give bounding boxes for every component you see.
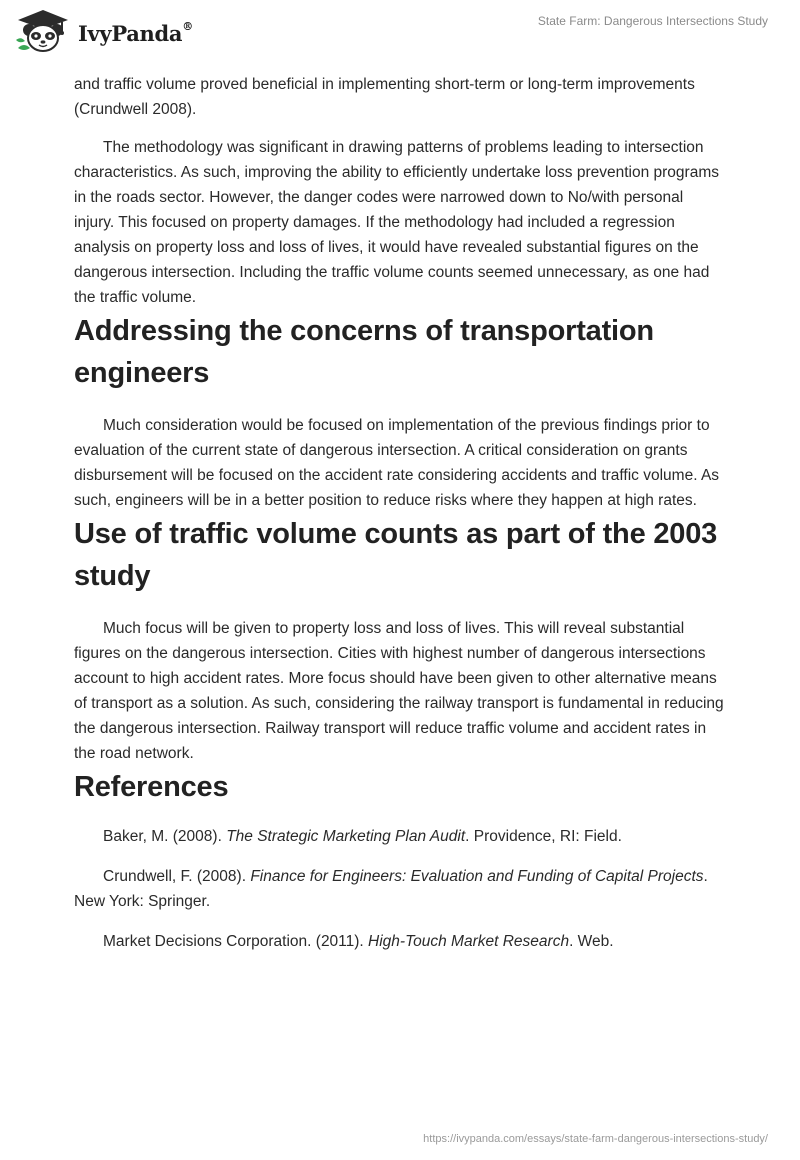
panda-graduate-icon [14, 8, 72, 54]
reference-item: Crundwell, F. (2008). Finance for Engineers: Evaluation and Funding of Capital Projects. New York: Springer. [74, 868, 708, 910]
essay-content [74, 72, 724, 969]
paragraph-focus: Much focus will be given to property loss and loss of lives. This will reveal substantial figures on the dangerous intersection. Cities with highest number of dangerous intersections account to high accident rates. More focus should have been given to other alternative means of transport as a solution. As such, considering the railway transport is fundamental in reducing the dangerous intersection. Railway transport will reduce traffic volume and accident rates in the road network. [74, 620, 724, 762]
heading-addressing-concerns: Addressing the concerns of transportation engineers [74, 315, 654, 389]
reference-item: Baker, M. (2008). The Strategic Marketing Plan Audit. Providence, RI: Field. [103, 828, 622, 845]
logo-text: IvyPanda® [78, 19, 193, 46]
reference-item: Market Decisions Corporation. (2011). High-Touch Market Research. Web. [103, 933, 614, 950]
heading-references: References [74, 771, 229, 803]
source-url-link[interactable]: https://ivypanda.com/essays/state-farm-dangerous-intersections-study/ [423, 1133, 768, 1145]
heading-traffic-volume-counts: Use of traffic volume counts as part of the 2003 study [74, 518, 718, 592]
paragraph-continuation: and traffic volume proved beneficial in implementing short-term or long-term improvements (Crundwell 2008). [74, 76, 695, 118]
paragraph-consideration: Much consideration would be focused on implementation of the previous findings prior to evaluation of the current state of dangerous intersection. A critical consideration on grants disbursement will be focused on the accident rate considering accidents and traffic volume. As such, engineers will be in a better position to reduce risks where they happen at high rates. [74, 417, 720, 509]
page-header [0, 0, 800, 70]
reference-list [74, 824, 724, 954]
document-title: State Farm: Dangerous Intersections Study [537, 14, 768, 28]
paragraph-methodology: The methodology was significant in drawing patterns of problems leading to intersection characteristics. As such, improving the ability to efficiently undertake loss prevention programs in the roads sector. However, the danger codes were narrowed down to No/with personal injury. This focused on property damages. If the methodology had included a regression analysis on property loss and loss of lives, it would have revealed substantial figures on the dangerous intersection. Including the traffic volume counts seemed unnecessary, as one had the traffic volume. [74, 139, 719, 306]
ivypanda-logo[interactable] [14, 8, 193, 54]
